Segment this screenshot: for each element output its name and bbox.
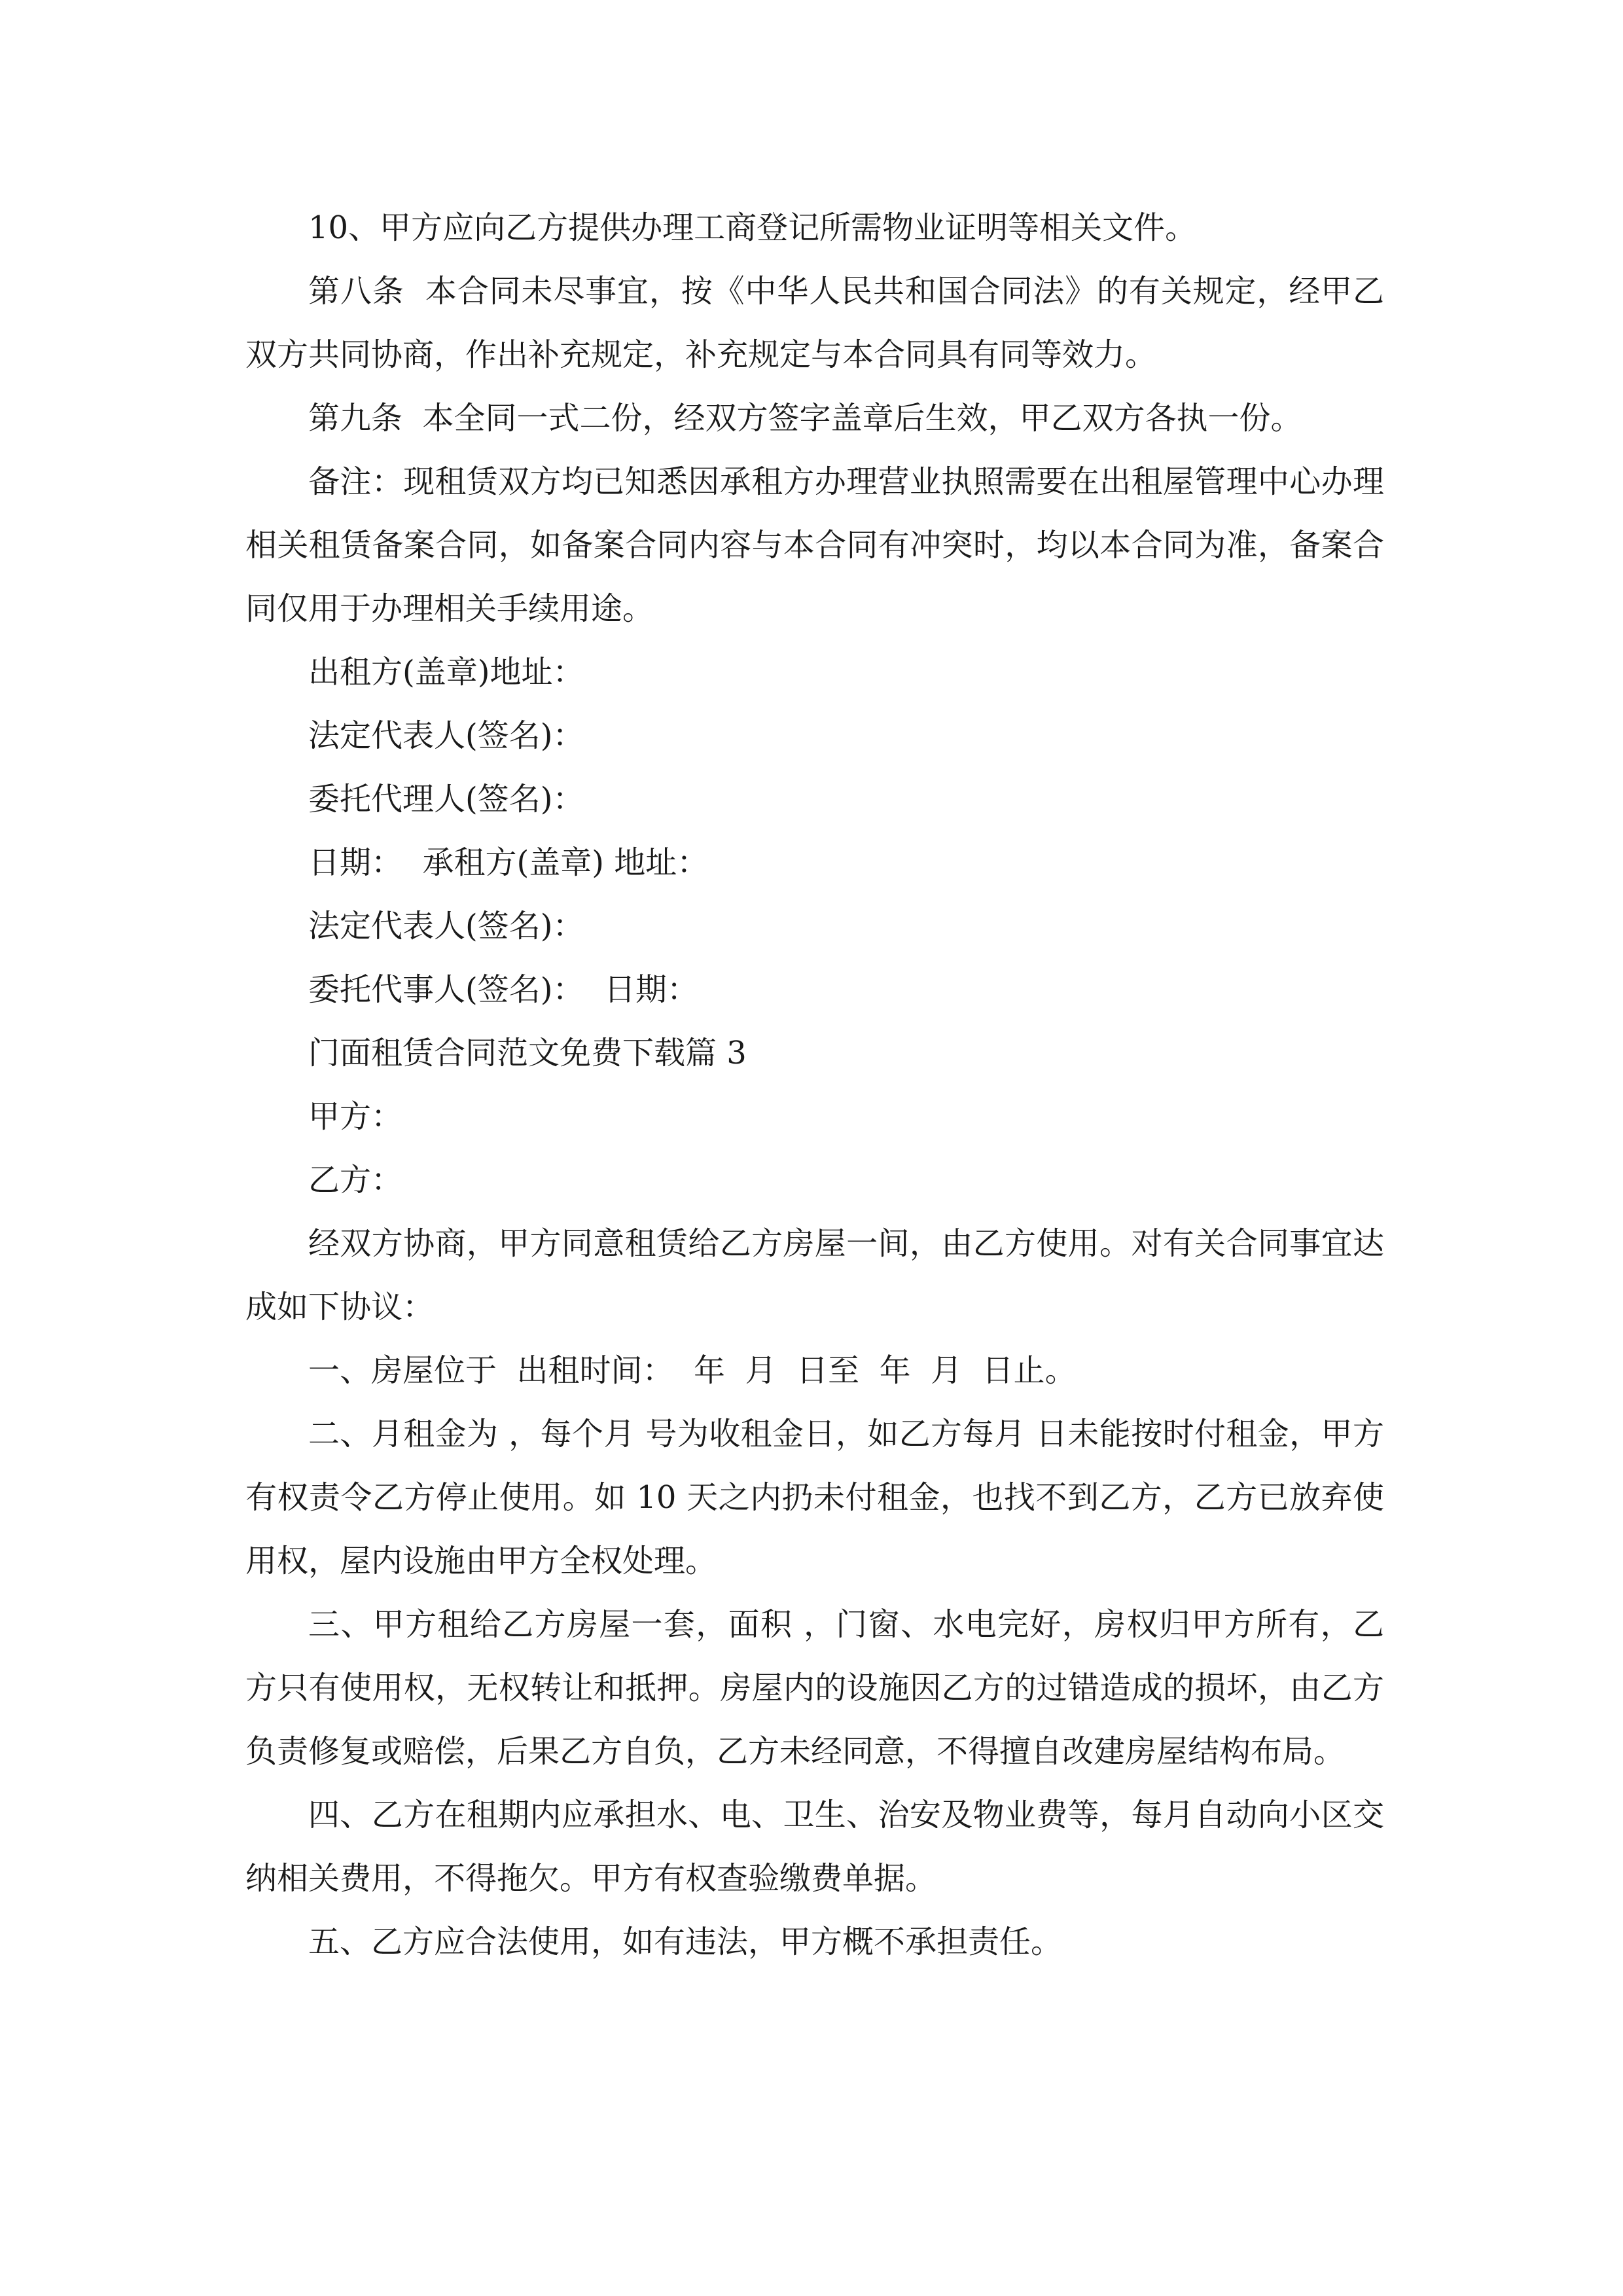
clause-5-paragraph: 五、乙方应合法使用，如有违法，甲方概不承担责任。 bbox=[308, 1924, 1063, 1960]
document-body bbox=[245, 196, 1384, 1974]
lessor-address-line: 出租方(盖章)地址： bbox=[308, 654, 584, 691]
article-8-paragraph: 第八条 本合同未尽事宜，按《中华人民共和国合同法》的有关规定，经甲乙双方共同协商，作出补充规定，补充规定与本合同具有同等效力。 bbox=[245, 273, 1384, 373]
date-lessee-address-line: 日期： 承租方(盖章) 地址： bbox=[308, 844, 709, 881]
lessor-legal-rep-line: 法定代表人(签名)： bbox=[308, 717, 584, 754]
party-b-line: 乙方： bbox=[308, 1162, 403, 1198]
clause-10-paragraph: 10、甲方应向乙方提供办理工商登记所需物业证明等相关文件。 bbox=[308, 209, 1197, 246]
party-a-line: 甲方： bbox=[308, 1098, 403, 1135]
lessor-agent-line: 委托代理人(签名)： bbox=[308, 781, 584, 817]
clause-2-paragraph: 二、月租金为 ，每个月 号为收租金日，如乙方每月 日未能按时付租金，甲方有权责令乙方停止使用。如 10 天之内扔未付租金，也找不到乙方，乙方已放弃使用权，屋内设施由甲方全权处理。 bbox=[245, 1416, 1384, 1579]
agreement-intro-paragraph: 经双方协商，甲方同意租赁给乙方房屋一间，由乙方使用。对有关合同事宜达成如下协议： bbox=[245, 1225, 1384, 1325]
lessee-agent-date-line: 委托代事人(签名)： 日期： bbox=[308, 971, 698, 1008]
clause-4-paragraph: 四、乙方在租期内应承担水、电、卫生、治安及物业费等，每月自动向小区交纳相关费用，不得拖欠。甲方有权查验缴费单据。 bbox=[245, 1797, 1384, 1897]
section-heading: 门面租赁合同范文免费下载篇 3 bbox=[308, 1035, 747, 1071]
article-9-paragraph: 第九条 本全同一式二份，经双方签字盖章后生效，甲乙双方各执一份。 bbox=[308, 400, 1302, 437]
remarks-paragraph: 备注：现租赁双方均已知悉因承租方办理营业执照需要在出租屋管理中心办理相关租赁备案合同，如备案合同内容与本合同有冲突时，均以本合同为准，备案合同仅用于办理相关手续用途。 bbox=[245, 463, 1384, 627]
clause-3-paragraph: 三、甲方租给乙方房屋一套，面积 ，门窗、水电完好，房权归甲方所有，乙方只有使用权，无权转让和抵押。房屋内的设施因乙方的过错造成的损坏，由乙方负责修复或赔偿，后果乙方自负，乙方未经同意，不得擅自改建房屋结构布局。 bbox=[245, 1606, 1384, 1770]
lessee-legal-rep-line: 法定代表人(签名)： bbox=[308, 908, 584, 944]
clause-1-paragraph: 一、房屋位于 出租时间： 年 月 日至 年 月 日止。 bbox=[308, 1352, 1077, 1389]
